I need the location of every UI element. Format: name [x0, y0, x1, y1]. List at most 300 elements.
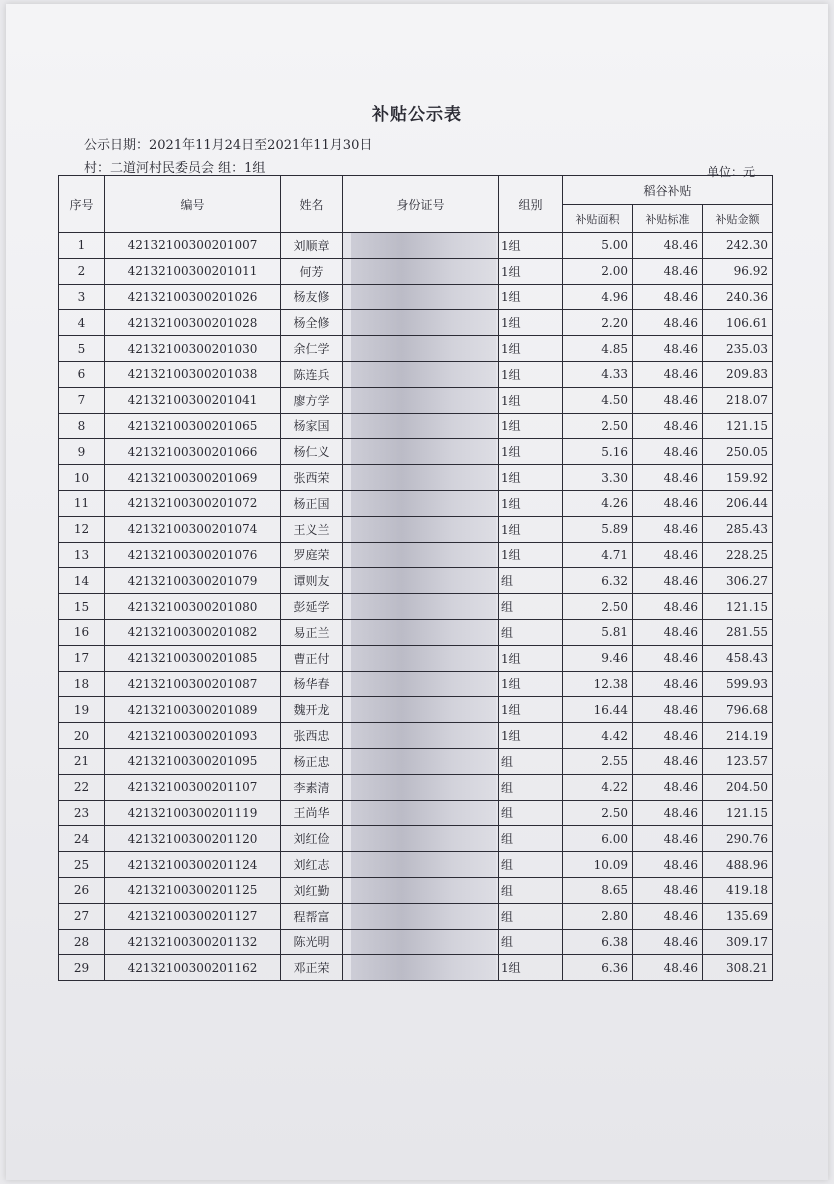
- cell-seq: 10: [59, 465, 105, 491]
- cell-seq: 13: [59, 542, 105, 568]
- cell-code: 42132100300201124: [105, 852, 281, 878]
- cell-area: 8.65: [563, 877, 633, 903]
- redaction-blur: [351, 259, 496, 284]
- cell-area: 5.00: [563, 233, 633, 259]
- cell-area: 4.96: [563, 284, 633, 310]
- cell-name: 邓正荣: [281, 955, 343, 981]
- cell-group: 1组: [499, 336, 563, 362]
- cell-code: 42132100300201007: [105, 233, 281, 259]
- cell-group: 1组: [499, 387, 563, 413]
- cell-group: 1组: [499, 361, 563, 387]
- cell-amount: 308.21: [703, 955, 773, 981]
- cell-group: 1组: [499, 490, 563, 516]
- cell-group: 1组: [499, 465, 563, 491]
- cell-standard: 48.46: [633, 671, 703, 697]
- cell-standard: 48.46: [633, 361, 703, 387]
- subsidy-table: [58, 175, 773, 981]
- cell-code: 42132100300201085: [105, 645, 281, 671]
- table-row: [59, 542, 773, 568]
- table-row: [59, 361, 773, 387]
- cell-area: 3.30: [563, 465, 633, 491]
- cell-standard: 48.46: [633, 568, 703, 594]
- publication-date: 公示日期：2021年11月24日至2021年11月30日: [84, 138, 373, 153]
- cell-name: 杨家国: [281, 413, 343, 439]
- cell-group: 组: [499, 800, 563, 826]
- cell-id-card-redacted: [343, 903, 499, 929]
- cell-id-card-redacted: [343, 619, 499, 645]
- cell-code: 42132100300201120: [105, 826, 281, 852]
- cell-code: 42132100300201162: [105, 955, 281, 981]
- cell-code: 42132100300201011: [105, 258, 281, 284]
- header-standard: 补贴标准: [633, 205, 703, 233]
- cell-seq: 17: [59, 645, 105, 671]
- cell-amount: 235.03: [703, 336, 773, 362]
- cell-amount: 96.92: [703, 258, 773, 284]
- cell-seq: 29: [59, 955, 105, 981]
- cell-area: 4.22: [563, 774, 633, 800]
- cell-amount: 281.55: [703, 619, 773, 645]
- cell-name: 刘顺章: [281, 233, 343, 259]
- cell-area: 12.38: [563, 671, 633, 697]
- redaction-blur: [351, 439, 496, 464]
- cell-id-card-redacted: [343, 852, 499, 878]
- cell-group: 1组: [499, 955, 563, 981]
- cell-id-card-redacted: [343, 671, 499, 697]
- cell-amount: 214.19: [703, 723, 773, 749]
- redaction-blur: [351, 904, 496, 929]
- cell-code: 42132100300201119: [105, 800, 281, 826]
- redaction-blur: [351, 336, 496, 361]
- redaction-blur: [351, 465, 496, 490]
- redaction-blur: [351, 362, 496, 387]
- cell-id-card-redacted: [343, 258, 499, 284]
- redaction-blur: [351, 285, 496, 310]
- cell-group: 1组: [499, 439, 563, 465]
- redaction-blur: [351, 672, 496, 697]
- redaction-blur: [351, 568, 496, 593]
- cell-amount: 206.44: [703, 490, 773, 516]
- cell-name: 谭则友: [281, 568, 343, 594]
- cell-group: 1组: [499, 233, 563, 259]
- cell-name: 杨正忠: [281, 748, 343, 774]
- cell-area: 2.50: [563, 594, 633, 620]
- cell-id-card-redacted: [343, 310, 499, 336]
- cell-amount: 290.76: [703, 826, 773, 852]
- cell-area: 6.32: [563, 568, 633, 594]
- cell-standard: 48.46: [633, 800, 703, 826]
- cell-seq: 1: [59, 233, 105, 259]
- header-amount: 补贴金额: [703, 205, 773, 233]
- redaction-blur: [351, 723, 496, 748]
- header-group: 组别: [499, 176, 563, 233]
- cell-area: 4.71: [563, 542, 633, 568]
- cell-seq: 14: [59, 568, 105, 594]
- document-title: 补贴公示表: [372, 105, 462, 125]
- cell-standard: 48.46: [633, 336, 703, 362]
- cell-code: 42132100300201089: [105, 697, 281, 723]
- cell-amount: 218.07: [703, 387, 773, 413]
- cell-standard: 48.46: [633, 490, 703, 516]
- cell-seq: 25: [59, 852, 105, 878]
- cell-group: 1组: [499, 723, 563, 749]
- cell-name: 余仁学: [281, 336, 343, 362]
- cell-name: 杨仁义: [281, 439, 343, 465]
- header-rice-subsidy: 稻谷补贴: [563, 176, 773, 205]
- cell-seq: 23: [59, 800, 105, 826]
- cell-seq: 11: [59, 490, 105, 516]
- cell-standard: 48.46: [633, 774, 703, 800]
- cell-standard: 48.46: [633, 619, 703, 645]
- cell-area: 16.44: [563, 697, 633, 723]
- cell-code: 42132100300201095: [105, 748, 281, 774]
- cell-group: 组: [499, 748, 563, 774]
- header-id-card: 身份证号: [343, 176, 499, 233]
- cell-standard: 48.46: [633, 258, 703, 284]
- cell-area: 2.20: [563, 310, 633, 336]
- cell-code: 42132100300201028: [105, 310, 281, 336]
- cell-id-card-redacted: [343, 284, 499, 310]
- cell-name: 杨华春: [281, 671, 343, 697]
- cell-seq: 18: [59, 671, 105, 697]
- cell-code: 42132100300201079: [105, 568, 281, 594]
- cell-amount: 309.17: [703, 929, 773, 955]
- cell-id-card-redacted: [343, 542, 499, 568]
- cell-id-card-redacted: [343, 568, 499, 594]
- table-row: [59, 955, 773, 981]
- cell-amount: 458.43: [703, 645, 773, 671]
- table-row: [59, 258, 773, 284]
- cell-amount: 285.43: [703, 516, 773, 542]
- cell-standard: 48.46: [633, 465, 703, 491]
- cell-id-card-redacted: [343, 877, 499, 903]
- cell-name: 刘红勤: [281, 877, 343, 903]
- cell-group: 组: [499, 903, 563, 929]
- cell-group: 1组: [499, 671, 563, 697]
- cell-name: 程帮富: [281, 903, 343, 929]
- table-row: [59, 413, 773, 439]
- cell-seq: 27: [59, 903, 105, 929]
- cell-code: 42132100300201080: [105, 594, 281, 620]
- table-row: [59, 594, 773, 620]
- cell-standard: 48.46: [633, 233, 703, 259]
- redaction-blur: [351, 646, 496, 671]
- cell-id-card-redacted: [343, 361, 499, 387]
- redaction-blur: [351, 620, 496, 645]
- cell-name: 陈连兵: [281, 361, 343, 387]
- cell-standard: 48.46: [633, 955, 703, 981]
- cell-seq: 12: [59, 516, 105, 542]
- cell-amount: 240.36: [703, 284, 773, 310]
- table-row: [59, 490, 773, 516]
- cell-seq: 7: [59, 387, 105, 413]
- cell-seq: 26: [59, 877, 105, 903]
- cell-name: 张西忠: [281, 723, 343, 749]
- cell-group: 1组: [499, 697, 563, 723]
- cell-area: 2.55: [563, 748, 633, 774]
- cell-group: 1组: [499, 645, 563, 671]
- cell-code: 42132100300201093: [105, 723, 281, 749]
- redaction-blur: [351, 955, 496, 980]
- cell-standard: 48.46: [633, 594, 703, 620]
- table-row: [59, 903, 773, 929]
- redaction-blur: [351, 594, 496, 619]
- cell-seq: 8: [59, 413, 105, 439]
- cell-seq: 28: [59, 929, 105, 955]
- table-row: [59, 774, 773, 800]
- cell-seq: 24: [59, 826, 105, 852]
- cell-id-card-redacted: [343, 516, 499, 542]
- cell-standard: 48.46: [633, 877, 703, 903]
- cell-area: 9.46: [563, 645, 633, 671]
- cell-area: 4.50: [563, 387, 633, 413]
- cell-standard: 48.46: [633, 413, 703, 439]
- cell-standard: 48.46: [633, 645, 703, 671]
- cell-area: 6.00: [563, 826, 633, 852]
- cell-amount: 209.83: [703, 361, 773, 387]
- cell-seq: 15: [59, 594, 105, 620]
- cell-name: 刘红志: [281, 852, 343, 878]
- cell-id-card-redacted: [343, 594, 499, 620]
- redaction-blur: [351, 491, 496, 516]
- cell-code: 42132100300201038: [105, 361, 281, 387]
- cell-id-card-redacted: [343, 387, 499, 413]
- redaction-blur: [351, 233, 496, 258]
- cell-id-card-redacted: [343, 233, 499, 259]
- table-body: [59, 233, 773, 981]
- cell-code: 42132100300201041: [105, 387, 281, 413]
- redaction-blur: [351, 930, 496, 955]
- cell-standard: 48.46: [633, 723, 703, 749]
- cell-seq: 3: [59, 284, 105, 310]
- cell-group: 1组: [499, 516, 563, 542]
- cell-name: 张西荣: [281, 465, 343, 491]
- cell-area: 6.38: [563, 929, 633, 955]
- table-row: [59, 723, 773, 749]
- cell-name: 李素清: [281, 774, 343, 800]
- cell-group: 组: [499, 568, 563, 594]
- cell-standard: 48.46: [633, 903, 703, 929]
- cell-name: 杨友修: [281, 284, 343, 310]
- cell-area: 5.89: [563, 516, 633, 542]
- cell-amount: 121.15: [703, 594, 773, 620]
- table-row: [59, 233, 773, 259]
- cell-id-card-redacted: [343, 645, 499, 671]
- cell-code: 42132100300201125: [105, 877, 281, 903]
- cell-code: 42132100300201076: [105, 542, 281, 568]
- header-code: 编号: [105, 176, 281, 233]
- cell-amount: 123.57: [703, 748, 773, 774]
- cell-name: 杨全修: [281, 310, 343, 336]
- cell-amount: 599.93: [703, 671, 773, 697]
- cell-group: 1组: [499, 310, 563, 336]
- cell-code: 42132100300201074: [105, 516, 281, 542]
- cell-code: 42132100300201082: [105, 619, 281, 645]
- cell-group: 1组: [499, 542, 563, 568]
- table-row: [59, 671, 773, 697]
- cell-area: 4.85: [563, 336, 633, 362]
- cell-id-card-redacted: [343, 826, 499, 852]
- cell-area: 2.50: [563, 413, 633, 439]
- cell-group: 组: [499, 826, 563, 852]
- cell-standard: 48.46: [633, 439, 703, 465]
- cell-name: 杨正国: [281, 490, 343, 516]
- cell-amount: 121.15: [703, 413, 773, 439]
- cell-code: 42132100300201127: [105, 903, 281, 929]
- cell-amount: 242.30: [703, 233, 773, 259]
- cell-id-card-redacted: [343, 413, 499, 439]
- cell-standard: 48.46: [633, 387, 703, 413]
- cell-seq: 22: [59, 774, 105, 800]
- cell-code: 42132100300201072: [105, 490, 281, 516]
- cell-area: 4.42: [563, 723, 633, 749]
- cell-standard: 48.46: [633, 697, 703, 723]
- cell-standard: 48.46: [633, 542, 703, 568]
- cell-name: 廖方学: [281, 387, 343, 413]
- cell-standard: 48.46: [633, 826, 703, 852]
- redaction-blur: [351, 517, 496, 542]
- redaction-blur: [351, 310, 496, 335]
- cell-code: 42132100300201132: [105, 929, 281, 955]
- cell-standard: 48.46: [633, 852, 703, 878]
- cell-area: 4.33: [563, 361, 633, 387]
- table-row: [59, 439, 773, 465]
- redaction-blur: [351, 801, 496, 826]
- cell-id-card-redacted: [343, 748, 499, 774]
- cell-code: 42132100300201030: [105, 336, 281, 362]
- table-row: [59, 697, 773, 723]
- cell-code: 42132100300201069: [105, 465, 281, 491]
- cell-group: 1组: [499, 284, 563, 310]
- cell-id-card-redacted: [343, 336, 499, 362]
- table-row: [59, 516, 773, 542]
- cell-group: 组: [499, 594, 563, 620]
- cell-id-card-redacted: [343, 929, 499, 955]
- cell-group: 1组: [499, 258, 563, 284]
- cell-code: 42132100300201065: [105, 413, 281, 439]
- cell-id-card-redacted: [343, 800, 499, 826]
- cell-seq: 9: [59, 439, 105, 465]
- cell-id-card-redacted: [343, 955, 499, 981]
- cell-amount: 135.69: [703, 903, 773, 929]
- redaction-blur: [351, 775, 496, 800]
- redaction-blur: [351, 697, 496, 722]
- header-seq: 序号: [59, 176, 105, 233]
- table-row: [59, 336, 773, 362]
- cell-seq: 21: [59, 748, 105, 774]
- redaction-blur: [351, 388, 496, 413]
- table-row: [59, 619, 773, 645]
- table-row: [59, 284, 773, 310]
- unit-label: 单位：元: [707, 165, 756, 179]
- header-name: 姓名: [281, 176, 343, 233]
- cell-group: 组: [499, 877, 563, 903]
- cell-standard: 48.46: [633, 284, 703, 310]
- redaction-blur: [351, 826, 496, 851]
- cell-name: 彭延学: [281, 594, 343, 620]
- cell-code: 42132100300201107: [105, 774, 281, 800]
- cell-seq: 2: [59, 258, 105, 284]
- cell-id-card-redacted: [343, 723, 499, 749]
- redaction-blur: [351, 749, 496, 774]
- cell-seq: 6: [59, 361, 105, 387]
- cell-amount: 121.15: [703, 800, 773, 826]
- cell-area: 5.81: [563, 619, 633, 645]
- cell-amount: 250.05: [703, 439, 773, 465]
- redaction-blur: [351, 543, 496, 568]
- cell-seq: 16: [59, 619, 105, 645]
- cell-area: 2.00: [563, 258, 633, 284]
- cell-group: 组: [499, 929, 563, 955]
- cell-amount: 159.92: [703, 465, 773, 491]
- cell-seq: 4: [59, 310, 105, 336]
- cell-name: 何芳: [281, 258, 343, 284]
- cell-seq: 20: [59, 723, 105, 749]
- cell-amount: 204.50: [703, 774, 773, 800]
- cell-amount: 106.61: [703, 310, 773, 336]
- redaction-blur: [351, 878, 496, 903]
- cell-code: 42132100300201066: [105, 439, 281, 465]
- cell-name: 刘红俭: [281, 826, 343, 852]
- cell-area: 5.16: [563, 439, 633, 465]
- table-row: [59, 826, 773, 852]
- cell-group: 组: [499, 774, 563, 800]
- cell-id-card-redacted: [343, 465, 499, 491]
- cell-group: 组: [499, 852, 563, 878]
- cell-amount: 488.96: [703, 852, 773, 878]
- cell-id-card-redacted: [343, 697, 499, 723]
- table-row: [59, 800, 773, 826]
- cell-area: 10.09: [563, 852, 633, 878]
- redaction-blur: [351, 852, 496, 877]
- table-row: [59, 310, 773, 336]
- table-row: [59, 568, 773, 594]
- cell-standard: 48.46: [633, 310, 703, 336]
- cell-name: 王义兰: [281, 516, 343, 542]
- cell-name: 曹正付: [281, 645, 343, 671]
- cell-group: 组: [499, 619, 563, 645]
- cell-area: 4.26: [563, 490, 633, 516]
- cell-group: 1组: [499, 413, 563, 439]
- table-row: [59, 852, 773, 878]
- cell-standard: 48.46: [633, 929, 703, 955]
- cell-name: 易正兰: [281, 619, 343, 645]
- cell-id-card-redacted: [343, 490, 499, 516]
- cell-id-card-redacted: [343, 774, 499, 800]
- table-row: [59, 465, 773, 491]
- cell-area: 2.80: [563, 903, 633, 929]
- cell-name: 陈光明: [281, 929, 343, 955]
- header-area: 补贴面积: [563, 205, 633, 233]
- table-row: [59, 748, 773, 774]
- cell-seq: 5: [59, 336, 105, 362]
- table-row: [59, 645, 773, 671]
- cell-seq: 19: [59, 697, 105, 723]
- cell-area: 2.50: [563, 800, 633, 826]
- cell-name: 罗庭荣: [281, 542, 343, 568]
- cell-id-card-redacted: [343, 439, 499, 465]
- cell-amount: 419.18: [703, 877, 773, 903]
- cell-amount: 306.27: [703, 568, 773, 594]
- cell-name: 王尚华: [281, 800, 343, 826]
- cell-amount: 796.68: [703, 697, 773, 723]
- cell-name: 魏开龙: [281, 697, 343, 723]
- table-row: [59, 877, 773, 903]
- cell-code: 42132100300201026: [105, 284, 281, 310]
- cell-standard: 48.46: [633, 516, 703, 542]
- cell-standard: 48.46: [633, 748, 703, 774]
- cell-amount: 228.25: [703, 542, 773, 568]
- redaction-blur: [351, 414, 496, 439]
